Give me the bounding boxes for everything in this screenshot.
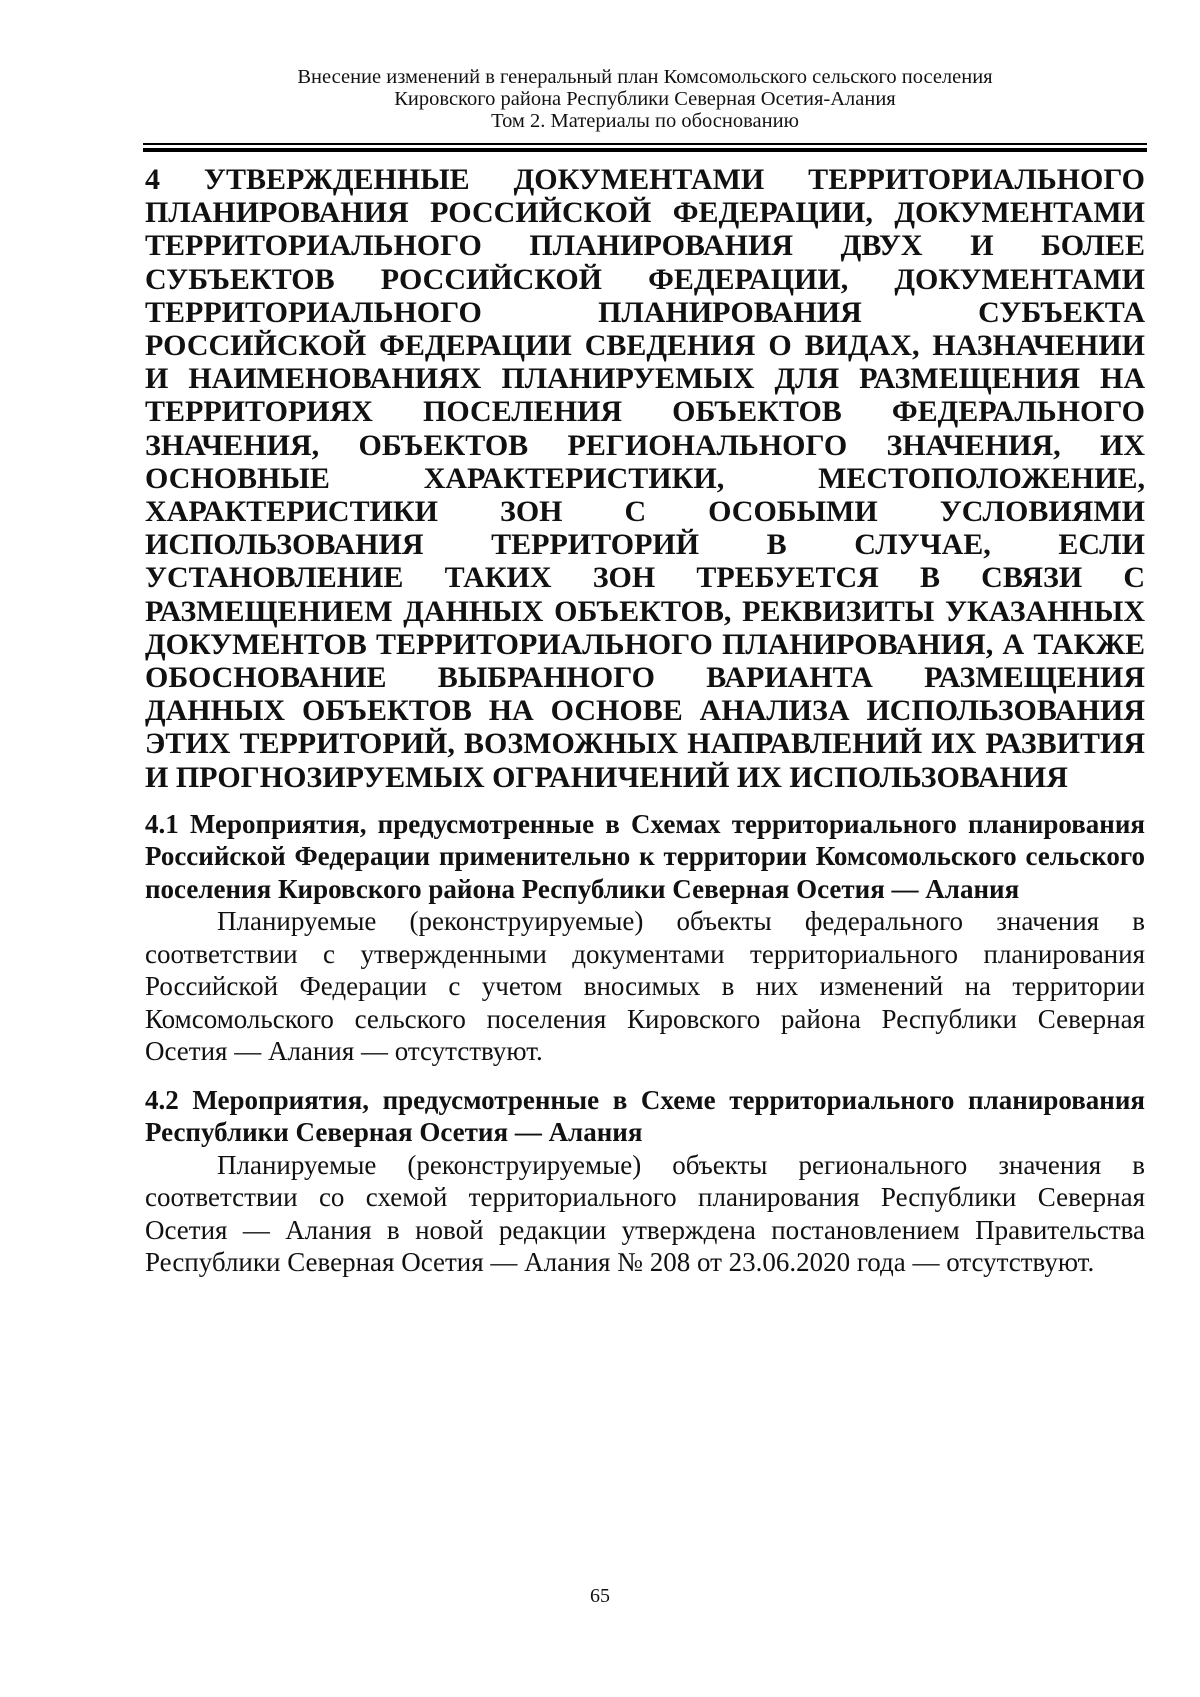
section-4-1-heading: 4.1 Мероприятия, предусмотренные в Схемах территориального планирования Российской Федерации применительно к территории Комсомольского сельского поселения Кировского района Республики Северная Осетия — Алания (145, 808, 1145, 904)
header-line-2: Кировского района Республики Северная Осетия-Алания (394, 88, 896, 110)
header-rule-thick (143, 148, 1147, 152)
page-number: 65 (590, 1585, 610, 1607)
header-line-3: Том 2. Материалы по обоснованию (491, 110, 799, 132)
header-rule-thin (143, 143, 1147, 145)
section-4-2-paragraph: Планируемые (реконструируемые) объекты регионального значения в соответствии со схемой территориального планирования Республики Северная Осетия — Алания в новой редакции утверждена постановлением Правительства Республики Северная Осетия — Алания № 208 от 23.06.2020 года — отсутствуют. (145, 1149, 1145, 1278)
running-header (145, 66, 1145, 132)
section-4-heading: 4 УТВЕРЖДЕННЫЕ ДОКУМЕНТАМИ ТЕРРИТОРИАЛЬНОГО ПЛАНИРОВАНИЯ РОССИЙСКОЙ ФЕДЕРАЦИИ, ДОКУМЕНТАМИ ТЕРРИТОРИАЛЬНОГО ПЛАНИРОВАНИЯ ДВУХ И БОЛЕЕ СУБЪЕКТОВ РОССИЙСКОЙ ФЕДЕРАЦИИ, ДОКУМЕНТАМИ ТЕРРИТОРИАЛЬНОГО ПЛАНИРОВАНИЯ СУБЪЕКТА РОССИЙСКОЙ ФЕДЕРАЦИИ СВЕДЕНИЯ О ВИДАХ, НАЗНАЧЕНИИ И НАИМЕНОВАНИЯХ ПЛАНИРУЕМЫХ ДЛЯ РАЗМЕЩЕНИЯ НА ТЕРРИТОРИЯХ ПОСЕЛЕНИЯ ОБЪЕКТОВ ФЕДЕРАЛЬНОГО ЗНАЧЕНИЯ, ОБЪЕКТОВ РЕГИОНАЛЬНОГО ЗНАЧЕНИЯ, ИХ ОСНОВНЫЕ ХАРАКТЕРИСТИКИ, МЕСТОПОЛОЖЕНИЕ, ХАРАКТЕРИСТИКИ ЗОН С ОСОБЫМИ УСЛОВИЯМИ ИСПОЛЬЗОВАНИЯ ТЕРРИТОРИЙ В СЛУЧАЕ, ЕСЛИ УСТАНОВЛЕНИЕ ТАКИХ ЗОН ТРЕБУЕТСЯ В СВЯЗИ С РАЗМЕЩЕНИЕМ ДАННЫХ ОБЪЕКТОВ, РЕКВИЗИТЫ УКАЗАННЫХ ДОКУМЕНТОВ ТЕРРИТОРИАЛЬНОГО ПЛАНИРОВАНИЯ, А ТАКЖЕ ОБОСНОВАНИЕ ВЫБРАННОГО ВАРИАНТА РАЗМЕЩЕНИЯ ДАННЫХ ОБЪЕКТОВ НА ОСНОВЕ АНАЛИЗА ИСПОЛЬЗОВАНИЯ ЭТИХ ТЕРРИТОРИЙ, ВОЗМОЖНЫХ НАПРАВЛЕНИЙ ИХ РАЗВИТИЯ И ПРОГНОЗИРУЕМЫХ ОГРАНИЧЕНИЙ ИХ ИСПОЛЬЗОВАНИЯ (145, 163, 1145, 794)
section-4-2-heading: 4.2 Мероприятия, предусмотренные в Схеме территориального планирования Республики Северная Осетия — Алания (145, 1084, 1145, 1148)
header-line-1: Внесение изменений в генеральный план Комсомольского сельского поселения (297, 66, 993, 88)
section-4-1-paragraph: Планируемые (реконструируемые) объекты федерального значения в соответствии с утвержденными документами территориального планирования Российской Федерации с учетом вносимых в них изменений на территории Комсомольского сельского поселения Кировского района Республики Северная Осетия — Алания — отсутствуют. (145, 906, 1145, 1067)
page-body (145, 163, 1145, 1279)
